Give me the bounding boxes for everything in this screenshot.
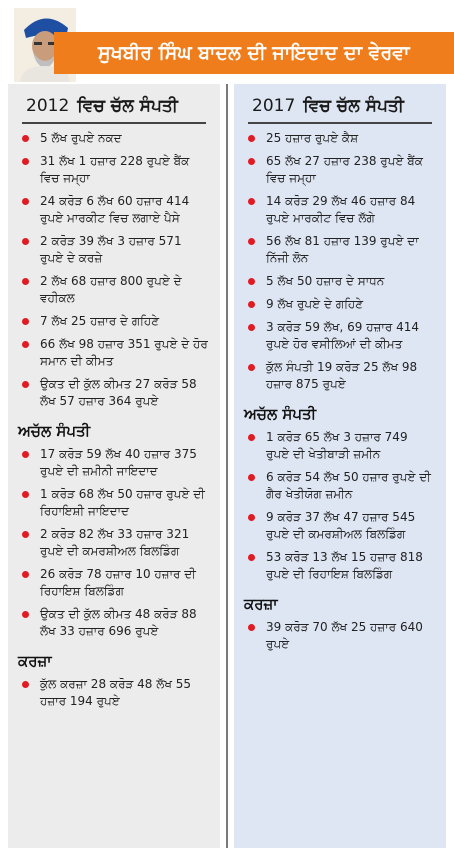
column-heading — [16, 90, 212, 122]
title-bar — [54, 32, 454, 74]
heading-label: ਵਿਚ ਚੱਲ ਸੰਪਤੀ — [77, 96, 178, 116]
bullet-icon — [248, 238, 255, 245]
list-item: 1 ਕਰੋੜ 68 ਲੱਖ 50 ਹਜ਼ਾਰ ਰੁਪਏ ਦੀ ਰਿਹਾਇਸ਼ੀ ਜਾਇਦਾਦ — [16, 486, 212, 520]
list-item: ਕੁੱਲ ਕਰਜ਼ਾ 28 ਕਰੋੜ 48 ਲੱਖ 55 ਹਜ਼ਾਰ 194 ਰੁਪਏ — [16, 676, 212, 710]
bullet-icon — [22, 158, 29, 165]
list-item: 5 ਲੱਖ 50 ਹਜ਼ਾਰ ਦੇ ਸਾਧਨ — [242, 273, 438, 290]
list-item: 9 ਲੱਖ ਰੁਪਏ ਦੇ ਗਹਿਣੇ — [242, 296, 438, 313]
list-item: 5 ਲੱਖ ਰੁਪਏ ਨਕਦ — [16, 130, 212, 147]
list-item: 66 ਲੱਖ 98 ਹਜ਼ਾਰ 351 ਰੁਪਏ ਦੇ ਹੋਰ ਸਮਾਨ ਦੀ ਕੀਮਤ — [16, 336, 212, 370]
column-2012 — [8, 84, 220, 848]
year-label: 2017 — [252, 96, 296, 116]
year-label: 2012 — [26, 96, 70, 116]
immovable-list — [242, 429, 438, 583]
header — [0, 0, 454, 84]
bullet-icon — [248, 135, 255, 142]
bullet-icon — [248, 364, 255, 371]
list-item: 56 ਲੱਖ 81 ਹਜ਼ਾਰ 139 ਰੁਪਏ ਦਾ ਨਿੱਜੀ ਲੋਨ — [242, 233, 438, 267]
bullet-icon — [22, 238, 29, 245]
list-item: 31 ਲੱਖ 1 ਹਜ਼ਾਰ 228 ਰੁਪਏ ਬੈਂਕ ਵਿਚ ਜਮ੍ਹਾ — [16, 153, 212, 187]
debt-heading: ਕਰਜ਼ਾ — [18, 652, 52, 670]
list-item: 24 ਕਰੋੜ 6 ਲੱਖ 60 ਹਜ਼ਾਰ 414 ਰੁਪਏ ਮਾਰਕੀਟ ਵਿਚ ਲਗਾਏ ਪੈਸੇ — [16, 193, 212, 227]
bullet-icon — [248, 301, 255, 308]
bullet-icon — [22, 611, 29, 618]
bullet-icon — [248, 624, 255, 631]
list-item: 2 ਲੱਖ 68 ਹਜ਼ਾਰ 800 ਰੁਪਏ ਦੇ ਵਹੀਕਲ — [16, 273, 212, 307]
list-item: 65 ਲੱਖ 27 ਹਜ਼ਾਰ 238 ਰੁਪਏ ਬੈਂਕ ਵਿਚ ਜਮ੍ਹਾ — [242, 153, 438, 187]
debt-list — [242, 619, 438, 653]
movable-list — [242, 130, 438, 393]
bullet-icon — [248, 278, 255, 285]
list-item: ਉਕਤ ਦੀ ਕੁੱਲ ਕੀਮਤ 48 ਕਰੋੜ 88 ਲੱਖ 33 ਹਜ਼ਾਰ 696 ਰੁਪਏ — [16, 606, 212, 640]
bullet-icon — [22, 278, 29, 285]
list-item: 6 ਕਰੋੜ 54 ਲੱਖ 50 ਹਜ਼ਾਰ ਰੁਪਏ ਦੀ ਗੈਰ ਖੇਤੀਯੋਗ ਜ਼ਮੀਨ — [242, 469, 438, 503]
bullet-icon — [22, 681, 29, 688]
bullet-icon — [22, 381, 29, 388]
bullet-icon — [248, 474, 255, 481]
bullet-icon — [22, 135, 29, 142]
page-title: ਸੁਖਬੀਰ ਸਿੰਘ ਬਾਦਲ ਦੀ ਜਾਇਦਾਦ ਦਾ ਵੇਰਵਾ — [98, 42, 410, 64]
column-divider — [226, 84, 228, 848]
list-item: 53 ਕਰੋੜ 13 ਲੱਖ 15 ਹਜ਼ਾਰ 818 ਰੁਪਏ ਦੀ ਰਿਹਾਇਸ਼ ਬਿਲਡਿੰਗ — [242, 549, 438, 583]
immovable-heading: ਅਚੱਲ ਸੰਪਤੀ — [18, 422, 91, 440]
debt-list — [16, 676, 212, 710]
debt-heading: ਕਰਜ਼ਾ — [244, 595, 278, 613]
heading-label: ਵਿਚ ਚੱਲ ਸੰਪਤੀ — [303, 96, 404, 116]
list-item: 9 ਕਰੋੜ 37 ਲੱਖ 47 ਹਜ਼ਾਰ 545 ਰੁਪਏ ਦੀ ਕਮਰਸ਼ੀਅਲ ਬਿਲਡਿੰਗ — [242, 509, 438, 543]
bullet-icon — [248, 198, 255, 205]
list-item: 14 ਕਰੋੜ 29 ਲੱਖ 46 ਹਜ਼ਾਰ 84 ਰੁਪਏ ਮਾਰਕੀਟ ਵਿਚ ਲੱਗੇ — [242, 193, 438, 227]
list-item: 1 ਕਰੋੜ 65 ਲੱਖ 3 ਹਜ਼ਾਰ 749 ਰੁਪਏ ਦੀ ਖੇਤੀਬਾੜੀ ਜ਼ਮੀਨ — [242, 429, 438, 463]
bullet-icon — [22, 531, 29, 538]
list-item: 25 ਹਜ਼ਾਰ ਰੁਪਏ ਕੈਸ਼ — [242, 130, 438, 147]
column-2017 — [234, 84, 446, 848]
list-item: 17 ਕਰੋੜ 59 ਲੱਖ 40 ਹਜ਼ਾਰ 375 ਰੁਪਏ ਦੀ ਜ਼ਮੀਨੀ ਜਾਇਦਾਦ — [16, 446, 212, 480]
list-item: 3 ਕਰੋੜ 59 ਲੱਖ, 69 ਹਜ਼ਾਰ 414 ਰੁਪਏ ਹੋਰ ਵਸੀਲਿਆਂ ਦੀ ਕੀਮਤ — [242, 319, 438, 353]
bullet-icon — [22, 341, 29, 348]
bullet-icon — [248, 434, 255, 441]
bullet-icon — [22, 451, 29, 458]
bullet-icon — [248, 324, 255, 331]
column-heading — [242, 90, 438, 122]
immovable-heading: ਅਚੱਲ ਸੰਪਤੀ — [244, 405, 317, 423]
bullet-icon — [248, 514, 255, 521]
immovable-list — [16, 446, 212, 640]
divider-line — [248, 122, 432, 124]
list-item: ਉਕਤ ਦੀ ਕੁੱਲ ਕੀਮਤ 27 ਕਰੋੜ 58 ਲੱਖ 57 ਹਜ਼ਾਰ 364 ਰੁਪਏ — [16, 376, 212, 410]
bullet-icon — [22, 491, 29, 498]
bullet-icon — [248, 554, 255, 561]
movable-list — [16, 130, 212, 410]
list-item: ਕੁੱਲ ਸੰਪਤੀ 19 ਕਰੋੜ 25 ਲੱਖ 98 ਹਜ਼ਾਰ 875 ਰੁਪਏ — [242, 359, 438, 393]
list-item: 7 ਲੱਖ 25 ਹਜ਼ਾਰ ਦੇ ਗਹਿਣੇ — [16, 313, 212, 330]
bullet-icon — [22, 318, 29, 325]
list-item: 39 ਕਰੋੜ 70 ਲੱਖ 25 ਹਜ਼ਾਰ 640 ਰੁਪਏ — [242, 619, 438, 653]
bullet-icon — [22, 198, 29, 205]
list-item: 2 ਕਰੋੜ 39 ਲੱਖ 3 ਹਜ਼ਾਰ 571 ਰੁਪਏ ਦੇ ਕਰਜ਼ੇ — [16, 233, 212, 267]
bullet-icon — [248, 158, 255, 165]
divider-line — [22, 122, 206, 124]
list-item: 2 ਕਰੋੜ 82 ਲੱਖ 33 ਹਜ਼ਾਰ 321 ਰੁਪਏ ਦੀ ਕਮਰਸ਼ੀਅਲ ਬਿਲਡਿੰਗ — [16, 526, 212, 560]
bullet-icon — [22, 571, 29, 578]
list-item: 26 ਕਰੋੜ 78 ਹਜ਼ਾਰ 10 ਹਜ਼ਾਰ ਦੀ ਰਿਹਾਇਸ਼ ਬਿਲਡਿੰਗ — [16, 566, 212, 600]
